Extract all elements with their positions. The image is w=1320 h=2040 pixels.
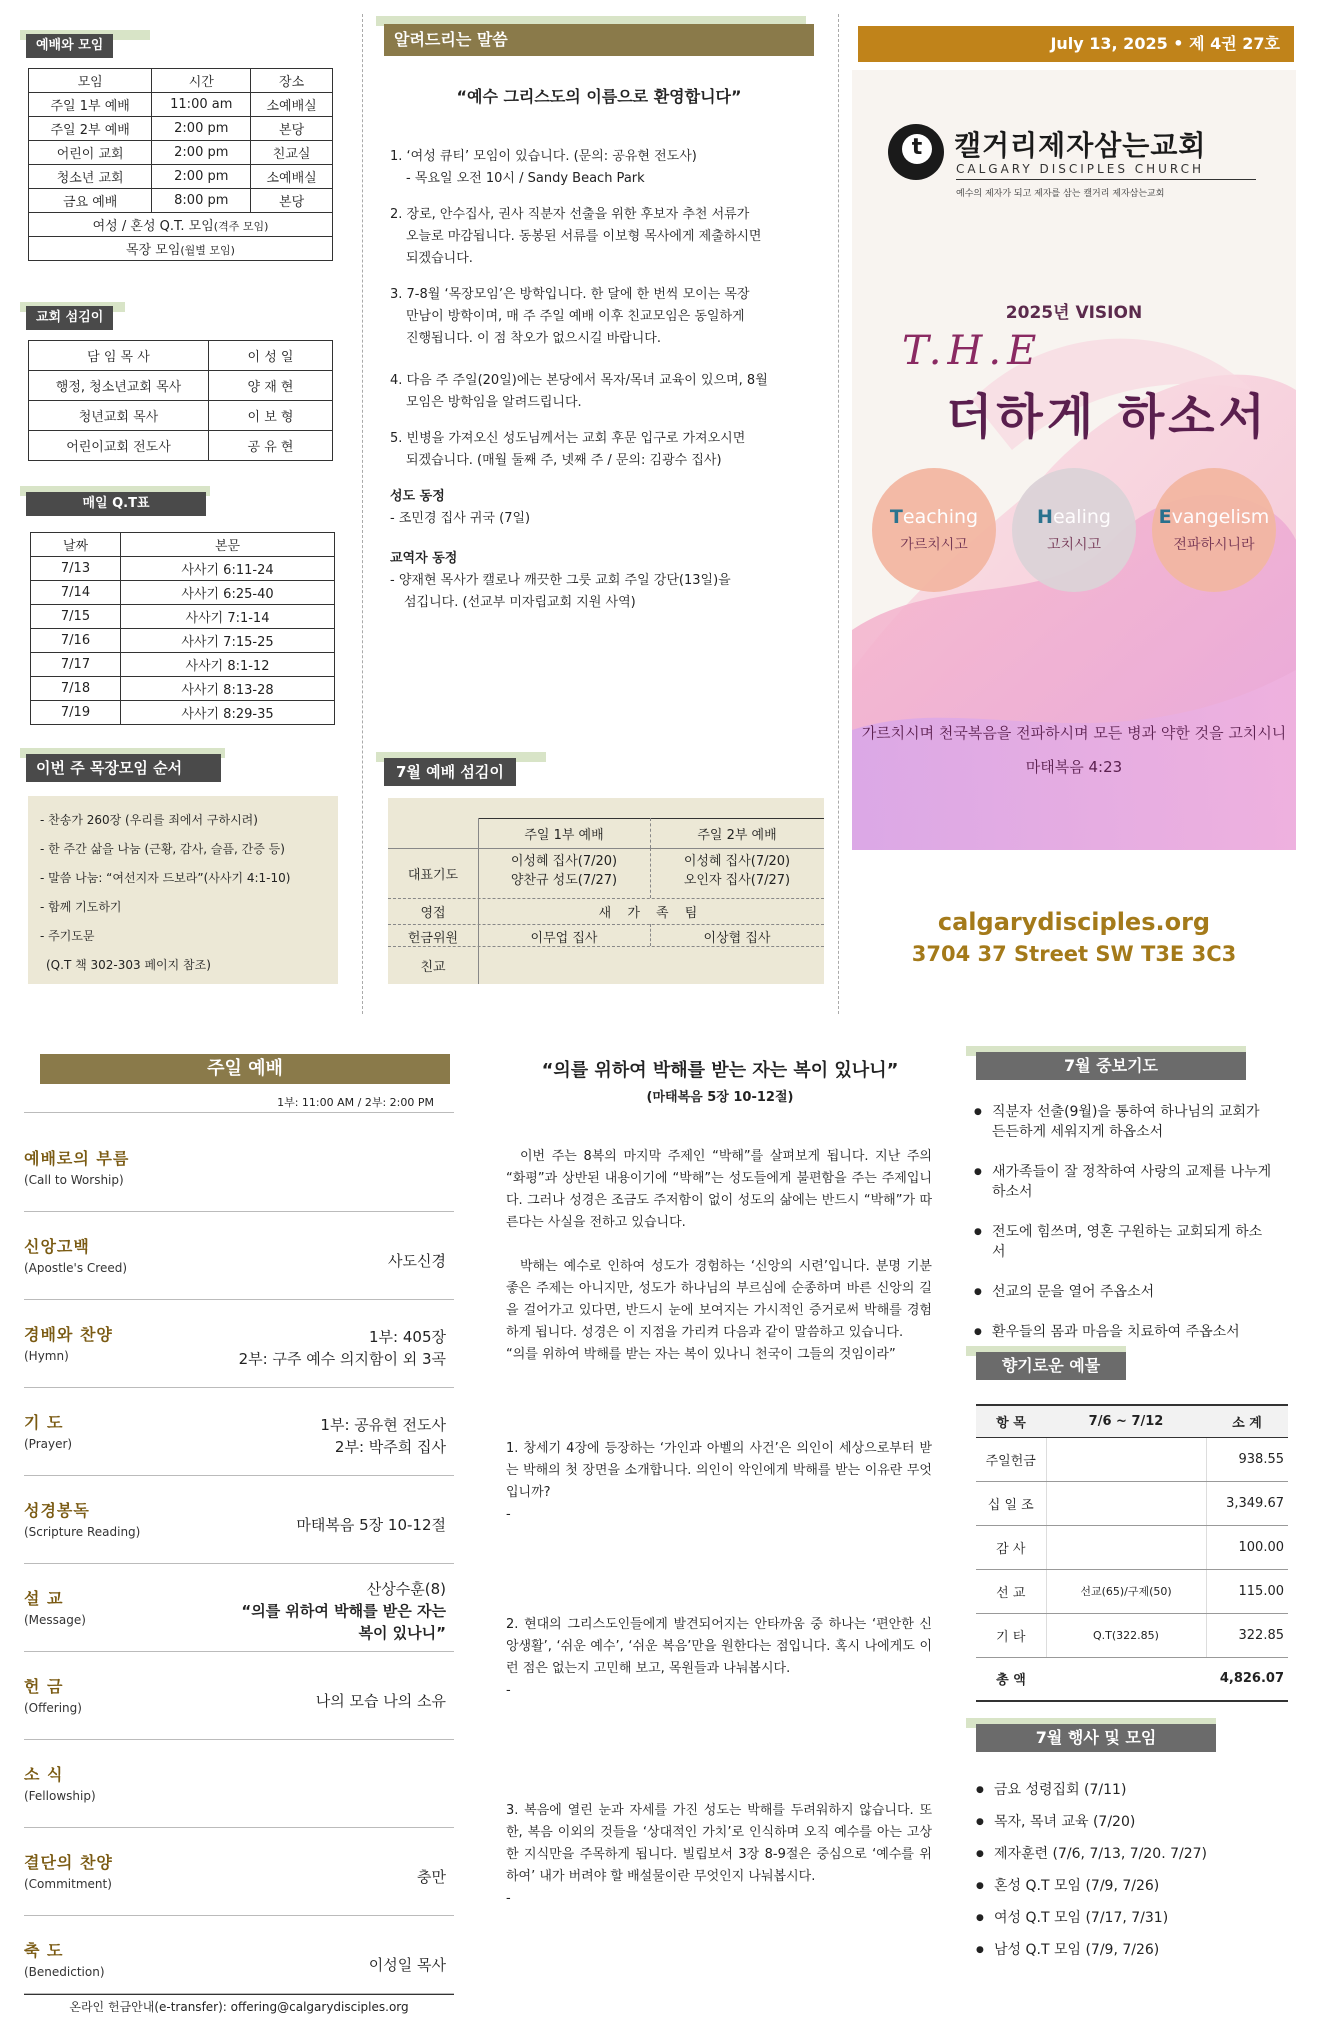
order-item-detail (320, 1414, 446, 1458)
offering-label: 헌금위원 (407, 931, 459, 946)
cell: 7/15 (31, 605, 121, 629)
notice-item (390, 428, 810, 472)
total-label: 총 액 (976, 1657, 1046, 1701)
mokjang-label: 목장 모임 (126, 243, 181, 258)
col-header: 항 목 (976, 1405, 1046, 1437)
order-detail-line: 충만 (417, 1868, 446, 1886)
church-name-en: CALGARY DISCIPLES CHURCH (956, 162, 1256, 180)
qt-meeting-label: 여성 / 혼성 Q.T. 모임 (92, 219, 214, 234)
order-item (24, 1828, 454, 1916)
order-item-detail (241, 1578, 446, 1644)
offering-table (976, 1404, 1288, 1702)
col-header: 시간 (152, 69, 251, 93)
cell: 사사기 8:13-28 (121, 677, 335, 701)
col-2nd-service: 주일 2부 예배 (697, 828, 777, 843)
order-item-detail (417, 1866, 446, 1888)
prayer-label: 대표기도 (407, 868, 459, 883)
order-item (24, 1740, 454, 1828)
notice-line: 2. 장로, 안수집사, 권사 직분자 선출을 위한 후보자 추천 서류가 (390, 207, 750, 222)
notice-line: - 목요일 오전 10시 / Sandy Beach Park (406, 171, 645, 186)
col-header: 7/6 ~ 7/12 (1046, 1405, 1206, 1437)
table-row (31, 701, 335, 725)
cell: 감 사 (976, 1525, 1046, 1569)
table-row (29, 371, 333, 401)
order-item-detail (369, 1954, 446, 1976)
circle-ko: 고치시고 (1046, 537, 1102, 553)
cell: 소예배실 (251, 165, 333, 189)
order-header: 주일 예배 (40, 1054, 450, 1084)
church-tagline: 예수의 제자가 되고 제자를 삼는 캘거리 제자삼는교회 (956, 189, 1165, 199)
order-item-subtitle: (Message) (24, 1613, 86, 1627)
col-header: 모임 (29, 69, 152, 93)
total-value: 4,826.07 (1206, 1657, 1288, 1701)
order-item (24, 1916, 454, 1994)
table-row (31, 581, 335, 605)
notice-item (390, 370, 810, 414)
order-detail-line: 나의 모습 나의 소유 (315, 1692, 446, 1710)
cell: 7/14 (31, 581, 121, 605)
staff-header: 교회 섬김이 (26, 306, 113, 330)
order-item-title: 기 도 (24, 1413, 64, 1432)
church-address: 3704 37 Street SW T3E 3C3 (911, 942, 1237, 966)
cell: 금요 예배 (29, 189, 152, 213)
prayer-item: ● 환우들의 몸과 마음을 치료하여 주옵소서 (974, 1322, 1274, 1342)
cell: 청소년 교회 (29, 165, 152, 189)
order-item-subtitle: (Offering) (24, 1701, 82, 1715)
circle-letter: T (889, 506, 903, 528)
question-text: 1. 창세기 4장에 등장하는 ‘가인과 아벨의 사건’은 의인이 세상으로부터 받는 박해의 첫 장면을 소개합니다. 의인이 악인에게 박해를 받는 이유란 무엇입니까? (506, 1441, 932, 1500)
church-name-ko: 캘거리제자삼는교회 (954, 129, 1207, 162)
order-item-subtitle: (Call to Worship) (24, 1173, 124, 1187)
event-item: ● 여성 Q.T 모임 (7/17, 7/31) (976, 1908, 1276, 1928)
mokjang-item: (Q.T 책 302-303 페이지 참조) (46, 958, 211, 972)
notice-item (390, 284, 810, 350)
question-2 (506, 1614, 932, 1702)
cell: 7/16 (31, 629, 121, 653)
circle-evangelism (1152, 468, 1276, 592)
cell: 본당 (251, 189, 333, 213)
cell: 선교(65)/구제(50) (1046, 1569, 1206, 1613)
cell: 115.00 (1206, 1569, 1288, 1613)
order-item-title: 예배로의 부름 (24, 1149, 130, 1168)
july-servers-header: 7월 예배 섬김이 (384, 758, 516, 786)
cell: 소예배실 (251, 93, 333, 117)
order-item-subtitle: (Apostle's Creed) (24, 1261, 128, 1275)
cover-verse-ref: 마태복음 4:23 (1025, 758, 1123, 776)
cell: 어린이교회 전도사 (29, 431, 209, 461)
circle-word: eaching (902, 506, 979, 528)
prayer-list (974, 1102, 1274, 1362)
cell: 주일 2부 예배 (29, 117, 152, 141)
order-item-title: 신앙고백 (24, 1237, 90, 1256)
worship-times-header: 예배와 모임 (26, 34, 113, 58)
table-row (976, 1437, 1288, 1481)
table-row (31, 629, 335, 653)
cell (1046, 1525, 1206, 1569)
order-item (24, 1388, 454, 1476)
table-row (29, 117, 333, 141)
question-3 (506, 1800, 932, 1910)
order-item-title: 축 도 (24, 1941, 64, 1960)
cell: 7/18 (31, 677, 121, 701)
cell: 7/19 (31, 701, 121, 725)
members-title: 성도 동정 (390, 489, 445, 504)
cell: 322.85 (1206, 1613, 1288, 1657)
prayer-header: 7월 중보기도 (976, 1052, 1246, 1080)
qt-meeting-note: (격주 모임) (213, 220, 269, 233)
mokjang-item: - 한 주간 삶을 나눔 (근황, 감사, 슬픔, 간증 등) (40, 842, 285, 856)
cell: Q.T(322.85) (1046, 1613, 1206, 1657)
order-item-subtitle: (Commitment) (24, 1877, 112, 1891)
welcome-text: “예수 그리스도의 이름으로 환영합니다” (456, 87, 742, 106)
circle-word: vangelism (1171, 506, 1270, 528)
offering-2nd: 이상협 집사 (703, 931, 771, 946)
notices-list (390, 146, 810, 614)
event-item: ● 남성 Q.T 모임 (7/9, 7/26) (976, 1940, 1276, 1960)
vision-title: 더하게 하소서 (946, 389, 1269, 445)
sermon-body (506, 1146, 932, 1366)
cell: 2:00 pm (152, 117, 251, 141)
cell: 7/17 (31, 653, 121, 677)
table-row (976, 1569, 1288, 1613)
cell: 담 임 목 사 (29, 341, 209, 371)
order-item (24, 1300, 454, 1388)
sermon-title: “의를 위하여 박해를 받는 자는 복이 있나니” (541, 1060, 899, 1081)
greeting-label: 영접 (420, 906, 446, 921)
issue-date: July 13, 2025 • 제 4권 27호 (858, 26, 1294, 62)
mokjang-box (28, 796, 338, 984)
sermon-ref: (마태복음 5장 10-12절) (646, 1090, 794, 1105)
sermon-paragraph: 박해는 예수로 인하여 성도가 경험하는 ‘신앙의 시련’입니다. 분명 기분 좋은 주제는 아니지만, 성도가 하나님의 부르심에 순종하며 바른 신앙의 길을 걸어가고 있다면, 반드시 눈에 보여지는 가시적인 증거로써 박해를 경험하게 됩니다. 성경은 이 지점을 가리켜 다음과 같이 말씀하고 있습니다. (506, 1259, 932, 1340)
july-servers-box (388, 798, 824, 984)
sermon-paragraph: 이번 주는 8복의 마지막 주제인 “박해”를 살펴보게 됩니다. 지난 주의 “화평”과 상반된 내용이기에 “박해”는 성도들에게 불편함을 주는 주제입니다. 그러나 성경은 조금도 주저함이 없이 성도의 삶에는 반드시 “박해”가 따른다는 사실을 전하고 있습니다. (506, 1149, 932, 1230)
order-detail-line: 2부: 구주 예수 의지함이 외 3곡 (238, 1350, 446, 1368)
notice-item (390, 204, 810, 270)
order-detail-line: 1부: 공유현 전도사 (320, 1416, 446, 1434)
event-item: ● 제자훈련 (7/6, 7/13, 7/20. 7/27) (976, 1844, 1276, 1864)
table-row (29, 165, 333, 189)
order-item-title: 경배와 찬양 (24, 1325, 113, 1344)
prayer-1st: 이성혜 집사(7/20) (510, 854, 618, 869)
church-logo-icon: t (888, 124, 944, 180)
answer-dash: - (506, 1507, 511, 1522)
clergy-news: 섬깁니다. (선교부 미자립교회 지원 사역) (404, 595, 636, 610)
table-row (29, 93, 333, 117)
question-text: 3. 복음에 열린 눈과 자세를 가진 성도는 박해를 두려워하지 않습니다. 또한, 복음 이외의 것들을 ‘상대적인 가치’로 인식하며 오직 예수를 아는 고상한 지식만을 주목하게 됩니다. 빌립보서 3장 8-9절은 중심으로 ‘예수를 위하여’ 내가 버려야 할 배설물이란 무엇인지 나눠봅시다. (506, 1803, 932, 1884)
cell: 공 유 현 (209, 431, 333, 461)
qt-table (30, 532, 335, 725)
prayer-item: ● 새가족들이 잘 정착하여 사랑의 교제를 나누게 하소서 (974, 1162, 1274, 1202)
event-item: ● 목자, 목녀 교육 (7/20) (976, 1812, 1276, 1832)
cell: 8:00 pm (152, 189, 251, 213)
offering-header: 향기로운 예물 (976, 1352, 1126, 1380)
notice-line: 5. 빈병을 가져오신 성도님께서는 교회 후문 입구로 가져오시면 (390, 431, 746, 446)
order-item-title: 성경봉독 (24, 1501, 90, 1520)
cell: 청년교회 목사 (29, 401, 209, 431)
answer-dash: - (506, 1891, 511, 1906)
circle-word: ealing (1052, 506, 1111, 528)
question-text: 2. 현대의 그리스도인들에게 발견되어지는 안타까움 중 하나는 ‘편안한 신앙생활’, ‘쉬운 예수’, ‘쉬운 복음’만을 원한다는 점입니다. 혹시 나에게도 이런 점은 없는지 고민해 보고, 목원들과 나눠봅시다. (506, 1617, 932, 1676)
mokjang-header: 이번 주 목장모임 순서 (26, 754, 221, 782)
order-item-title: 소 식 (24, 1765, 64, 1784)
prayer-2nd: 오인자 집사(7/27) (683, 873, 791, 888)
table-row (29, 401, 333, 431)
cell (29, 213, 333, 237)
clergy-title: 교역자 동정 (390, 551, 458, 566)
notice-line: 만남이 방학이며, 매 주 주일 예배 이후 친교모임은 동일하게 (406, 309, 745, 324)
cell: 십 일 조 (976, 1481, 1046, 1525)
cell: 사사기 8:29-35 (121, 701, 335, 725)
qt-header: 매일 Q.T표 (26, 492, 206, 516)
cell (1046, 1481, 1206, 1525)
website-link[interactable]: calgarydisciples.org (937, 908, 1211, 936)
notice-line: 3. 7-8월 ‘목장모임’은 방학입니다. 한 달에 한 번씩 모이는 목장 (390, 287, 750, 302)
table-row (31, 653, 335, 677)
table-row (976, 1481, 1288, 1525)
order-detail-line: 산상수훈(8) (366, 1580, 446, 1598)
question-1 (506, 1438, 932, 1526)
col-header: 본문 (121, 533, 335, 557)
cell: 사사기 6:25-40 (121, 581, 335, 605)
col-header: 날짜 (31, 533, 121, 557)
clergy-news: - 양재현 목사가 캘로나 깨끗한 그룻 교회 주일 강단(13일)을 (390, 573, 731, 588)
col-header: 장소 (251, 69, 333, 93)
order-detail-line: 사도신경 (388, 1252, 446, 1270)
circle-letter: H (1037, 506, 1053, 528)
table-row (29, 141, 333, 165)
prayer-item: ● 직분자 선출(9월)을 통하여 하나님의 교회가 든든하게 세워지게 하옵소서 (974, 1102, 1274, 1142)
table-row (976, 1613, 1288, 1657)
fellowship-label: 친교 (420, 960, 446, 975)
events-list (976, 1780, 1276, 1972)
cell: 선 교 (976, 1569, 1046, 1613)
worship-times-table (28, 68, 333, 261)
order-detail-line: 이성일 목사 (368, 1956, 446, 1974)
table-row (31, 557, 335, 581)
cell: 이 성 일 (209, 341, 333, 371)
order-detail-line: 마태복음 5장 10-12절 (296, 1516, 446, 1534)
mokjang-note: (월별 모임) (180, 244, 235, 257)
order-item-title: 헌 금 (24, 1677, 64, 1696)
cell: 3,349.67 (1206, 1481, 1288, 1525)
members-news: - 조민경 집사 귀국 (7일) (390, 511, 531, 526)
table-row (29, 237, 333, 261)
circle-teaching (872, 468, 996, 592)
the-title: T.H.E (902, 328, 1043, 374)
cell: 사사기 6:11-24 (121, 557, 335, 581)
cell: 어린이 교회 (29, 141, 152, 165)
notice-line: 모임은 방학임을 알려드립니다. (406, 395, 582, 410)
order-item-subtitle: (Fellowship) (24, 1789, 96, 1803)
order-item-subtitle: (Hymn) (24, 1349, 69, 1363)
table-row (31, 605, 335, 629)
online-offering-info: 온라인 헌금안내(e-transfer): offering@calgarydisciples.org (69, 2000, 409, 2014)
order-item-subtitle: (Benediction) (24, 1965, 105, 1979)
order-item-subtitle: (Scripture Reading) (24, 1525, 141, 1539)
cell (1046, 1437, 1206, 1481)
cell (29, 237, 333, 261)
greeting-team: 새 가 족 팀 (598, 906, 704, 921)
table-row (29, 341, 333, 371)
circle-letter: E (1158, 506, 1172, 528)
table-row (976, 1525, 1288, 1569)
prayer-2nd: 이성혜 집사(7/20) (683, 854, 791, 869)
cell: 11:00 am (152, 93, 251, 117)
order-item-title: 설 교 (24, 1589, 64, 1608)
mokjang-item: - 함께 기도하기 (40, 900, 122, 914)
staff-table (28, 340, 333, 461)
notice-line: 1. ‘여성 큐티’ 모임이 있습니다. (문의: 공유현 전도사) (390, 149, 697, 164)
mokjang-item: - 찬송가 260장 (우리를 죄에서 구하시려) (40, 813, 258, 827)
order-detail-line: 2부: 박주희 집사 (334, 1438, 446, 1456)
table-row (29, 431, 333, 461)
cell: 2:00 pm (152, 141, 251, 165)
table-row (29, 213, 333, 237)
notice-line: 4. 다음 주 주일(20일)에는 본당에서 목자/목녀 교육이 있으며, 8월 (390, 373, 768, 388)
notices-header: 알려드리는 말씀 (384, 24, 814, 56)
prayer-item: ● 전도에 힘쓰며, 영혼 구원하는 교회되게 하소서 (974, 1222, 1274, 1262)
cell: 기 타 (976, 1613, 1046, 1657)
cell: 양 재 현 (209, 371, 333, 401)
order-item-detail (388, 1250, 446, 1272)
order-item-detail (316, 1690, 446, 1712)
order-item-subtitle: (Prayer) (24, 1437, 73, 1451)
events-header: 7월 행사 및 모임 (976, 1724, 1216, 1752)
cell: 938.55 (1206, 1437, 1288, 1481)
order-item-title: 결단의 찬양 (24, 1853, 113, 1872)
circle-ko: 가르치시고 (900, 537, 968, 553)
cell: 이 보 형 (209, 401, 333, 431)
order-item (24, 1212, 454, 1300)
order-item (24, 1476, 454, 1564)
notice-item (390, 146, 810, 190)
notice-line: 진행됩니다. 이 점 착오가 없으시길 바랍니다. (406, 331, 661, 346)
offering-1st: 이무업 집사 (530, 931, 598, 946)
notice-line: 되겠습니다. (매월 둘째 주, 넷째 주 / 문의: 김광수 집사) (406, 453, 722, 468)
col-header: 소 계 (1206, 1405, 1288, 1437)
order-item (24, 1564, 454, 1652)
circle-healing (1012, 468, 1136, 592)
cell: 주일헌금 (976, 1437, 1046, 1481)
cell: 주일 1부 예배 (29, 93, 152, 117)
order-item (24, 1124, 454, 1212)
cell: 사사기 7:1-14 (121, 605, 335, 629)
cell: 행정, 청소년교회 목사 (29, 371, 209, 401)
cell: 사사기 8:1-12 (121, 653, 335, 677)
event-item: ● 혼성 Q.T 모임 (7/9, 7/26) (976, 1876, 1276, 1896)
cell: 100.00 (1206, 1525, 1288, 1569)
notice-line: 되겠습니다. (406, 251, 473, 266)
cover-verse: 가르치시며 천국복음을 전파하시며 모든 병과 약한 것을 고치시니 (861, 724, 1287, 742)
cell: 사사기 7:15-25 (121, 629, 335, 653)
sermon-quote: “의를 위하여 박해를 받는 자는 복이 있나니 천국이 그들의 것임이라” (506, 1347, 896, 1362)
vision-label: 2025년 VISION (1005, 303, 1143, 323)
prayer-item: ● 선교의 문을 열어 주옵소서 (974, 1282, 1274, 1302)
cell: 2:00 pm (152, 165, 251, 189)
mokjang-item: - 주기도문 (40, 929, 95, 943)
cell: 7/13 (31, 557, 121, 581)
order-item-detail (239, 1326, 446, 1370)
prayer-1st: 양찬규 성도(7/27) (510, 873, 618, 888)
cell: 본당 (251, 117, 333, 141)
cover-area (852, 70, 1296, 850)
order-item-detail (296, 1514, 446, 1536)
col-1st-service: 주일 1부 예배 (524, 828, 604, 843)
notice-line: 오늘로 마감됩니다. 동봉된 서류를 이보형 목사에게 제출하시면 (406, 229, 762, 244)
answer-dash: - (506, 1683, 511, 1698)
circle-ko: 전파하시니라 (1173, 537, 1255, 553)
event-item: ● 금요 성령집회 (7/11) (976, 1780, 1276, 1800)
table-row (31, 677, 335, 701)
order-detail-line: 복이 있나니” (358, 1624, 446, 1642)
table-row (29, 189, 333, 213)
cell: 친교실 (251, 141, 333, 165)
mokjang-item: - 말씀 나눔: “여선지자 드보라”(사사기 4:1-10) (40, 871, 291, 885)
order-item (24, 1652, 454, 1740)
order-times: 1부: 11:00 AM / 2부: 2:00 PM (277, 1096, 434, 1109)
order-detail-line: “의를 위하여 박해를 받은 자는 (241, 1602, 446, 1620)
order-detail-line: 1부: 405장 (369, 1328, 446, 1346)
